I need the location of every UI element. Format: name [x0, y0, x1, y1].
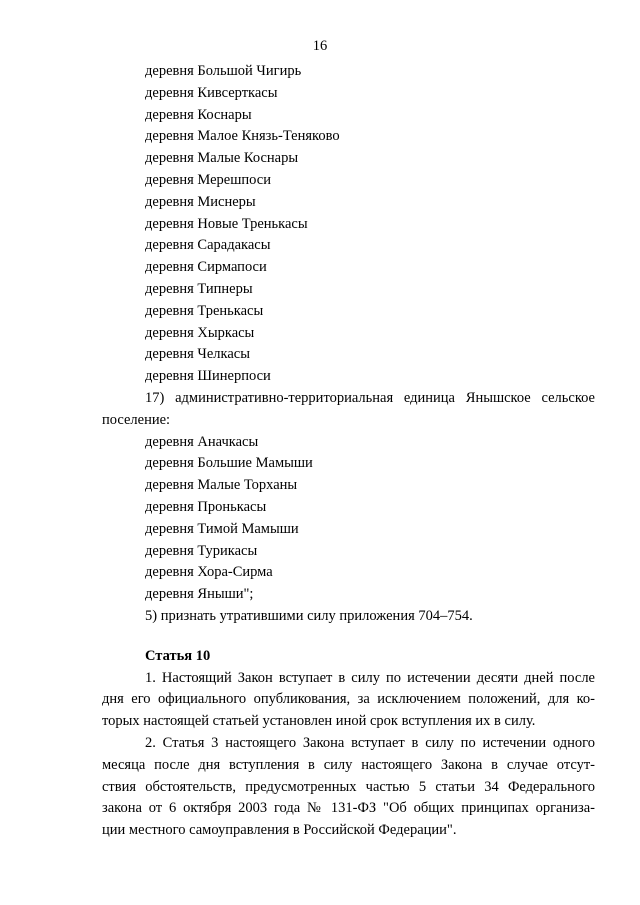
village-list-b	[102, 432, 595, 606]
list-item: деревня Миснеры	[145, 193, 256, 210]
list-item: деревня Челкасы	[145, 346, 250, 363]
list-item: деревня Турикасы	[145, 542, 258, 559]
page-number: 16	[312, 38, 328, 54]
list-item: деревня Шинерпоси	[145, 368, 271, 385]
list-item: деревня Сирмапоси	[145, 259, 267, 276]
list-item: деревня Малое Князь-Теняково	[145, 128, 340, 145]
village-list-a	[102, 61, 595, 388]
list-item: деревня Кивсерткасы	[145, 84, 278, 101]
item-17-line-2: поселение:	[102, 411, 171, 428]
paragraph-line: ствия обстоятельств, предусмотренных частью 5 статьи 34 Федерального	[102, 778, 595, 795]
paragraph-line: дня его официального опубликования, за исключением положений, для ко-	[102, 691, 595, 708]
list-item: деревня Тимой Мамыши	[145, 520, 299, 537]
list-item: деревня Сарадакасы	[145, 237, 271, 254]
paragraph-line: 1. Настоящий Закон вступает в силу по истечении десяти дней после	[145, 669, 595, 686]
article-paragraph-1	[102, 668, 595, 733]
list-item: деревня Хыркасы	[145, 324, 255, 341]
item-5: 5) признать утратившими силу приложения 704–754.	[145, 607, 473, 624]
list-item: деревня Малые Коснары	[145, 150, 299, 167]
paragraph-line: ции местного самоуправления в Российской Федерации".	[102, 822, 457, 839]
list-item: деревня Коснары	[145, 106, 252, 123]
item-17	[102, 388, 595, 432]
paragraph-line: месяца после дня вступления в силу настоящего Закона в случае отсут-	[102, 756, 595, 773]
list-item: деревня Мерешпоси	[145, 171, 271, 188]
item-17-line-1: 17) административно-территориальная единица Янышское сельское	[145, 389, 595, 406]
list-item: деревня Хора-Сирма	[145, 564, 273, 581]
list-item: деревня Пронькасы	[145, 498, 267, 515]
document-body	[102, 61, 595, 842]
list-item: деревня Большие Мамыши	[145, 455, 313, 472]
list-item: деревня Малые Торханы	[145, 477, 298, 494]
list-item: деревня Яныши";	[145, 586, 254, 603]
article-heading: Статья 10	[145, 647, 211, 664]
list-item: деревня Большой Чигирь	[145, 63, 302, 79]
article-paragraph-2	[102, 733, 595, 842]
list-item: деревня Аначкасы	[145, 433, 259, 450]
paragraph-line: 2. Статья 3 настоящего Закона вступает в силу по истечении одного	[145, 734, 595, 751]
paragraph-line: торых настоящей статьей установлен иной срок вступления их в силу.	[102, 713, 536, 730]
list-item: деревня Тренькасы	[145, 302, 264, 319]
paragraph-line: закона от 6 октября 2003 года № 131-ФЗ "Об общих принципах организа-	[102, 800, 595, 817]
list-item: деревня Типнеры	[145, 280, 253, 297]
list-item: деревня Новые Тренькасы	[145, 215, 308, 232]
